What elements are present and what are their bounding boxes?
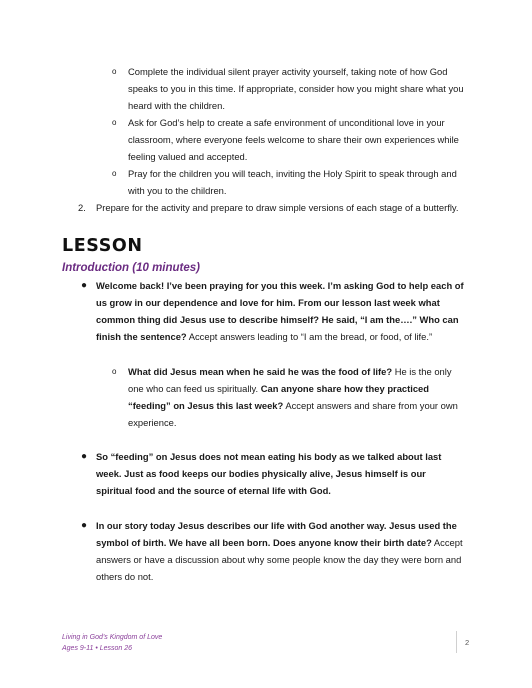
text-line: finish the sentence? Accept answers leading to “I am the bread, or food, of life.” (96, 331, 433, 342)
text-line: others do not. (96, 571, 154, 582)
text-line: spiritual food and the source of eternal life with God. (96, 485, 331, 496)
text-line: answers or have a discussion about why some people know the day they were born and (96, 554, 462, 565)
text-line: one who can feed us spiritually. Can anyone share how they practiced (128, 383, 429, 394)
text-line: “feeding” on Jesus this last week? Accept answers and share from your own (128, 400, 458, 411)
text-line: classroom, where everyone feels welcome to share their own experiences while (128, 134, 459, 145)
text-line: common thing did Jesus use to describe himself? He said, “I am the….” Who can (96, 314, 459, 325)
text-line: symbol of birth. We have all been born. Does anyone know their birth date? Accept (96, 537, 463, 548)
text-line: heard with the children. (128, 100, 225, 111)
text-line: Pray for the children you will teach, inviting the Holy Spirit to speak through and (128, 168, 457, 179)
bullet-dot: ● (81, 280, 88, 291)
list-number: 2. (78, 202, 86, 213)
text-line: Complete the individual silent prayer activity yourself, taking note of how God (128, 66, 448, 77)
sub-bullet-marker: o (112, 67, 117, 76)
text-line: week. Just as food keeps our bodies physically alive, Jesus himself is our (96, 468, 426, 479)
sub-bullet-marker: o (112, 169, 117, 178)
sub-bullet-marker: o (112, 367, 117, 376)
footer-title: Living in God’s Kingdom of Love (62, 634, 163, 641)
sub-bullet-marker: o (112, 118, 117, 127)
text-line: experience. (128, 417, 177, 428)
footer-subtitle: Ages 9-11 • Lesson 26 (62, 645, 133, 652)
bullet-dot: ● (81, 451, 88, 462)
text-line: Prepare for the activity and prepare to draw simple versions of each stage of a butterfly. (96, 202, 459, 213)
text-line: feeling valued and accepted. (128, 151, 248, 162)
bullet-dot: ● (81, 520, 88, 531)
page-number: 2 (465, 638, 470, 647)
text-line: Welcome back! I’ve been praying for you this week. I’m asking God to help each of (96, 280, 464, 291)
text-line: Ask for God’s help to create a safe environment of unconditional love in your (128, 117, 445, 128)
section-heading: LESSON (62, 236, 143, 256)
text-line: us grow in our dependence and love for him. From our lesson last week what (96, 297, 440, 308)
text-line: speaks to you in this time. If appropriate, consider how you might share what you (128, 83, 464, 94)
text-line: So “feeding” on Jesus does not mean eating his body as we talked about last (96, 451, 442, 462)
text-line: with you to the children. (128, 185, 227, 196)
text-line: In our story today Jesus describes our life with God another way. Jesus used the (96, 520, 457, 531)
text-line: What did Jesus mean when he said he was the food of life? He is the only (128, 366, 452, 377)
footer-divider (456, 631, 457, 653)
section-subheading: Introduction (10 minutes) (62, 262, 200, 274)
